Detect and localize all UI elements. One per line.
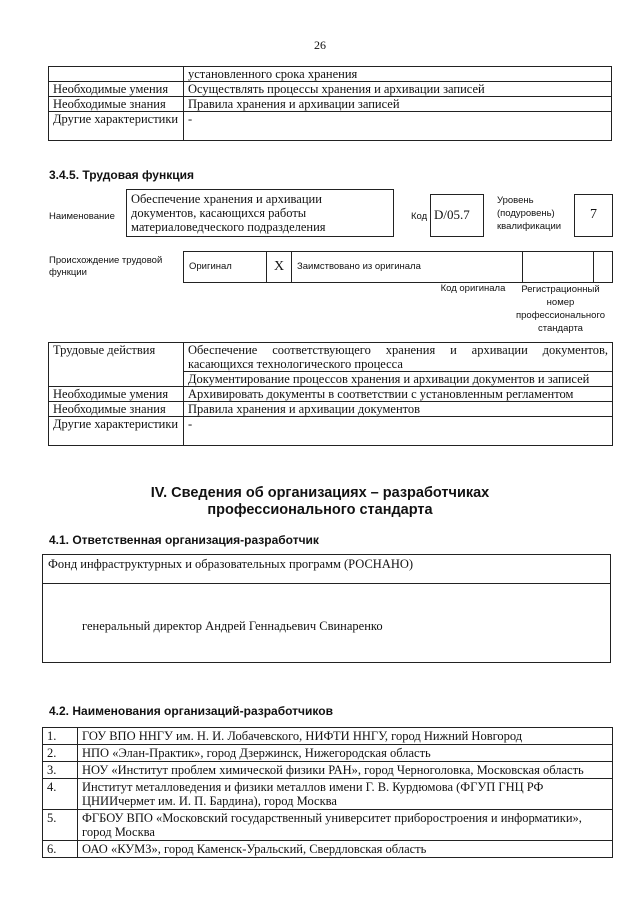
row-value: Правила хранения и архивации записей <box>184 97 612 112</box>
skills-label: Необходимые умения <box>49 387 184 402</box>
function-name-box: Обеспечение хранения и архивации документов, касающихся работы материаловедческого подразделения <box>126 189 394 237</box>
table-row <box>49 387 613 402</box>
dev-number: 5. <box>43 810 78 841</box>
action-item: Документирование процессов хранения и архивации документов и записей <box>184 372 613 387</box>
table-row <box>184 252 613 283</box>
skills-value: Архивировать документы в соответствии с установленным регламентом <box>184 387 613 402</box>
page-number: 26 <box>314 38 326 52</box>
level-label: Уровень (подуровень) квалификации <box>497 195 562 232</box>
code-label: Код <box>411 211 428 222</box>
top-characteristics-table <box>48 66 612 141</box>
actions-table <box>48 342 613 446</box>
table-row <box>49 417 613 446</box>
responsible-title: 4.1. Ответственная организация-разработчик <box>49 533 319 547</box>
dev-name: ГОУ ВПО ННГУ им. Н. И. Лобачевского, НИФТИ ННГУ, город Нижний Новгород <box>78 728 613 745</box>
table-row <box>43 745 613 762</box>
table-row <box>43 762 613 779</box>
origin-reg-cell <box>594 252 613 283</box>
row-label: Другие характеристики <box>49 112 184 141</box>
table-row <box>43 728 613 745</box>
dev-number: 3. <box>43 762 78 779</box>
dev-name: Институт металловедения и физики металлов имени Г. В. Курдюмова (ФГУП ГНЦ РФ ЦНИИчермет им. И. П. Бардина), город Москва <box>78 779 613 810</box>
section4-title-text: IV. Сведения об организациях – разработчиках профессионального стандарта <box>150 485 490 518</box>
row-label: Необходимые знания <box>49 97 184 112</box>
dev-number: 4. <box>43 779 78 810</box>
developers-title: 4.2. Наименования организаций-разработчиков <box>49 704 333 718</box>
table-row <box>49 82 612 97</box>
row-label: Необходимые умения <box>49 82 184 97</box>
responsible-org: Фонд инфраструктурных и образовательных программ (РОСНАНО) <box>42 554 611 584</box>
dev-name: ОАО «КУМЗ», город Каменск-Уральский, Свердловская область <box>78 841 613 858</box>
dev-name: ФГБОУ ВПО «Московский государственный университет приборостроения и информатики», город Москва <box>78 810 613 841</box>
section4-title <box>0 485 640 519</box>
reg-number-label: Регистрационный номер профессионального стандарта <box>516 284 605 334</box>
table-row <box>49 343 613 372</box>
table-row <box>49 67 612 82</box>
actions-label: Трудовые действия <box>49 343 184 387</box>
developers-table <box>42 727 613 858</box>
knowledge-label: Необходимые знания <box>49 402 184 417</box>
origin-table <box>183 251 613 283</box>
action-item: Обеспечение соответствующего хранения и архивации документов, касающихся технологического процесса <box>184 343 613 372</box>
level-value-box: 7 <box>574 194 613 237</box>
dev-name: НПО «Элан-Практик», город Дзержинск, Нижегородская область <box>78 745 613 762</box>
director-name: генеральный директор Андрей Геннадьевич Свинаренко <box>82 619 383 633</box>
origin-mark: X <box>267 252 292 283</box>
table-row <box>49 97 612 112</box>
dev-number: 1. <box>43 728 78 745</box>
table-row <box>43 841 613 858</box>
code-original-label: Код оригинала <box>440 283 506 294</box>
row-value: установленного срока хранения <box>184 67 612 82</box>
function-title: 3.4.5. Трудовая функция <box>49 168 194 182</box>
other-value: - <box>184 417 613 446</box>
origin-original: Оригинал <box>184 252 267 283</box>
other-label: Другие характеристики <box>49 417 184 446</box>
origin-label: Происхождение трудовой функции <box>49 255 163 278</box>
dev-number: 6. <box>43 841 78 858</box>
dev-number: 2. <box>43 745 78 762</box>
table-row <box>43 810 613 841</box>
row-value: - <box>184 112 612 141</box>
knowledge-value: Правила хранения и архивации документов <box>184 402 613 417</box>
table-row <box>49 112 612 141</box>
origin-borrowed: Заимствовано из оригинала <box>292 252 523 283</box>
table-row <box>43 779 613 810</box>
origin-code-cell <box>523 252 594 283</box>
dev-name: НОУ «Институт проблем химической физики РАН», город Черноголовка, Московская область <box>78 762 613 779</box>
row-value: Осуществлять процессы хранения и архивации записей <box>184 82 612 97</box>
row-label <box>49 67 184 82</box>
function-code-box: D/05.7 <box>430 194 484 237</box>
table-row <box>49 402 613 417</box>
name-label: Наименование <box>49 211 115 222</box>
